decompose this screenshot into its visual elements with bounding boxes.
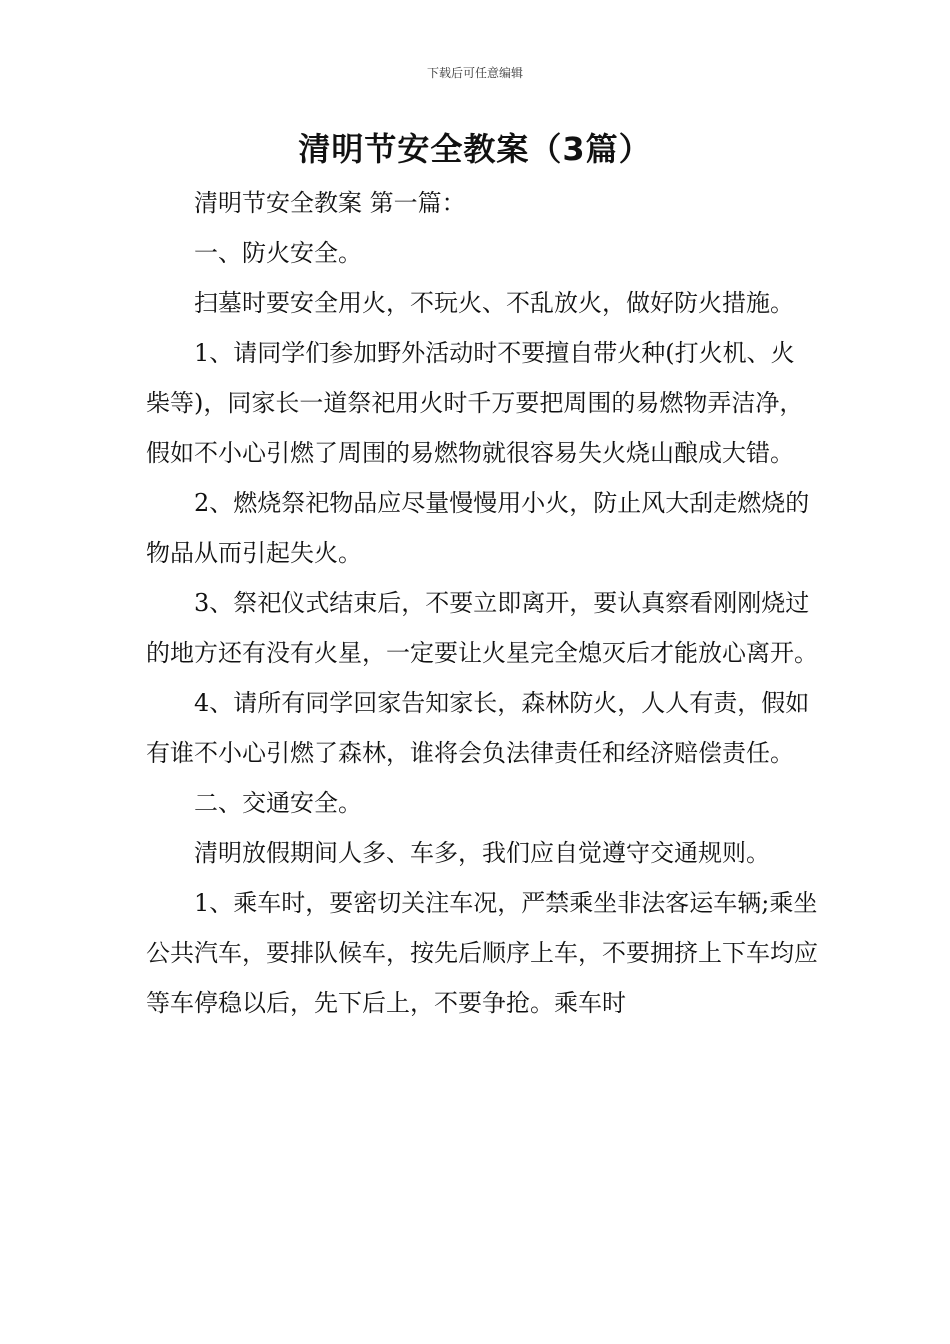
subsection-heading: 一、防火安全。: [194, 239, 362, 267]
paragraph: 清明放假期间人多、车多，我们应自觉遵守交通规则。: [194, 839, 770, 867]
document-body: [146, 178, 818, 1028]
subsection-heading: 二、交通安全。: [194, 789, 362, 817]
list-item: 1、乘车时，要密切关注车况，严禁乘坐非法客运车辆;乘坐公共汽车，要排队候车，按先后顺序上车，不要拥挤上下车均应等车停稳以后，先下后上，不要争抢。乘车时: [146, 889, 818, 1017]
list-item: 3、祭祀仪式结束后，不要立即离开，要认真察看刚刚烧过的地方还有没有火星，一定要让火星完全熄灭后才能放心离开。: [146, 589, 818, 667]
list-item: 4、请所有同学回家告知家长，森林防火，人人有责，假如有谁不小心引燃了森林，谁将会负法律责任和经济赔偿责任。: [146, 689, 810, 767]
header-note: 下载后可任意编辑: [426, 66, 523, 80]
list-item: 2、燃烧祭祀物品应尽量慢慢用小火，防止风大刮走燃烧的物品从而引起失火。: [146, 489, 810, 567]
list-item: 1、请同学们参加野外活动时不要擅自带火种(打火机、火柴等)，同家长一道祭祀用火时千万要把周围的易燃物弄洁净，假如不小心引燃了周围的易燃物就很容易失火烧山酿成大错。: [146, 339, 804, 467]
section-heading: 清明节安全教案 第一篇：: [194, 189, 466, 217]
paragraph: 扫墓时要安全用火，不玩火、不乱放火，做好防火措施。: [194, 289, 794, 317]
document-title: 清明节安全教案（3篇）: [298, 130, 652, 168]
